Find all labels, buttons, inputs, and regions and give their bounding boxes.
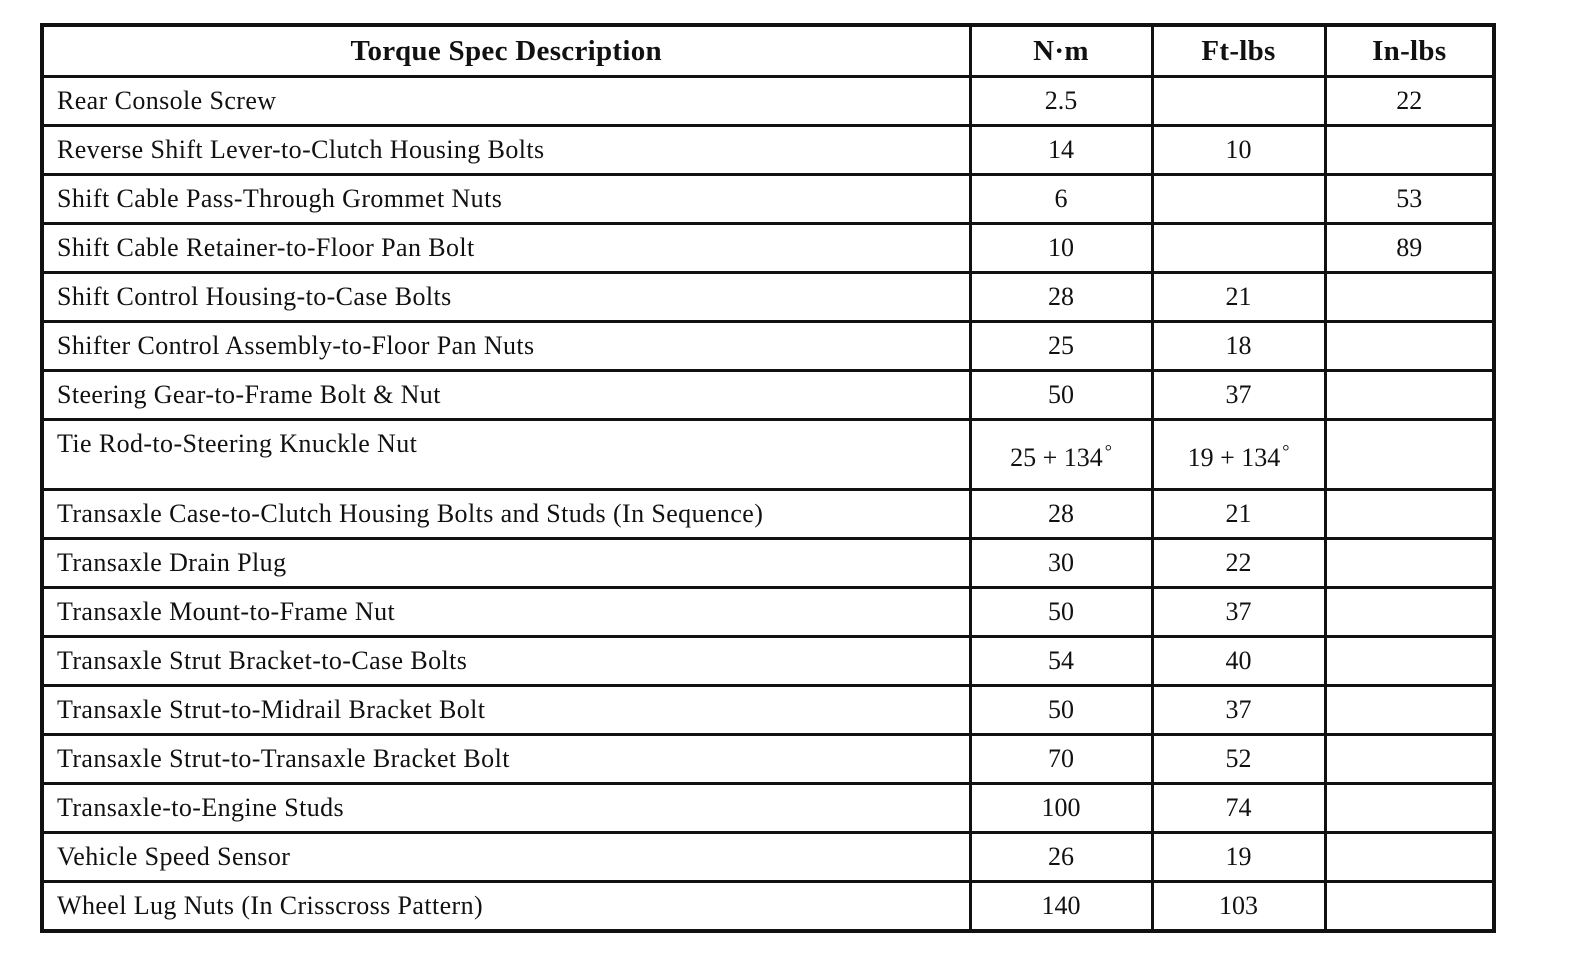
spec-inlbs xyxy=(1325,322,1494,371)
table-row xyxy=(42,224,1494,273)
spec-ftlbs: 37 xyxy=(1152,686,1325,735)
header-description: Torque Spec Description xyxy=(42,25,970,77)
spec-description: Steering Gear-to-Frame Bolt & Nut xyxy=(42,371,970,420)
spec-inlbs xyxy=(1325,735,1494,784)
spec-description: Shift Cable Pass-Through Grommet Nuts xyxy=(42,175,970,224)
spec-nm: 14 xyxy=(970,126,1152,175)
spec-ftlbs: 37 xyxy=(1152,588,1325,637)
spec-inlbs xyxy=(1325,882,1494,932)
spec-ftlbs: 103 xyxy=(1152,882,1325,932)
spec-inlbs xyxy=(1325,490,1494,539)
header-ftlbs: Ft-lbs xyxy=(1152,25,1325,77)
table-row xyxy=(42,420,1494,490)
spec-nm: 70 xyxy=(970,735,1152,784)
spec-nm: 50 xyxy=(970,686,1152,735)
spec-description: Transaxle Strut Bracket-to-Case Bolts xyxy=(42,637,970,686)
spec-nm: 26 xyxy=(970,833,1152,882)
table-row xyxy=(42,686,1494,735)
spec-nm: 28 xyxy=(970,490,1152,539)
table-row xyxy=(42,490,1494,539)
table-row xyxy=(42,273,1494,322)
spec-description: Rear Console Screw xyxy=(42,77,970,126)
spec-ftlbs: 21 xyxy=(1152,273,1325,322)
header-inlbs: In-lbs xyxy=(1325,25,1494,77)
table-row xyxy=(42,882,1494,932)
table-row xyxy=(42,126,1494,175)
torque-spec-table xyxy=(40,23,1496,933)
spec-description: Tie Rod-to-Steering Knuckle Nut xyxy=(42,420,970,490)
spec-description: Vehicle Speed Sensor xyxy=(42,833,970,882)
spec-description: Reverse Shift Lever-to-Clutch Housing Bolts xyxy=(42,126,970,175)
header-row xyxy=(42,25,1494,77)
table-row xyxy=(42,175,1494,224)
spec-description: Transaxle-to-Engine Studs xyxy=(42,784,970,833)
spec-ftlbs: 22 xyxy=(1152,539,1325,588)
spec-nm: 30 xyxy=(970,539,1152,588)
spec-inlbs xyxy=(1325,588,1494,637)
degree-symbol: ° xyxy=(1282,441,1290,461)
spec-inlbs xyxy=(1325,126,1494,175)
spec-ftlbs xyxy=(1152,175,1325,224)
spec-description: Transaxle Drain Plug xyxy=(42,539,970,588)
table-row xyxy=(42,322,1494,371)
spec-nm-value: 25 + 134 xyxy=(1010,443,1103,472)
table-row xyxy=(42,371,1494,420)
spec-nm: 50 xyxy=(970,588,1152,637)
spec-nm: 50 xyxy=(970,371,1152,420)
degree-symbol: ° xyxy=(1104,441,1112,461)
spec-nm: 10 xyxy=(970,224,1152,273)
spec-ftlbs xyxy=(1152,420,1325,490)
spec-nm: 2.5 xyxy=(970,77,1152,126)
spec-nm: 100 xyxy=(970,784,1152,833)
spec-description: Shift Control Housing-to-Case Bolts xyxy=(42,273,970,322)
header-nm: N·m xyxy=(970,25,1152,77)
spec-nm: 54 xyxy=(970,637,1152,686)
spec-ftlbs: 21 xyxy=(1152,490,1325,539)
spec-inlbs xyxy=(1325,686,1494,735)
spec-ftlbs xyxy=(1152,77,1325,126)
spec-description: Transaxle Strut-to-Transaxle Bracket Bolt xyxy=(42,735,970,784)
table-row xyxy=(42,77,1494,126)
spec-inlbs: 22 xyxy=(1325,77,1494,126)
spec-inlbs xyxy=(1325,273,1494,322)
spec-inlbs: 53 xyxy=(1325,175,1494,224)
spec-ftlbs: 19 xyxy=(1152,833,1325,882)
spec-nm: 6 xyxy=(970,175,1152,224)
table-row xyxy=(42,588,1494,637)
spec-description: Wheel Lug Nuts (In Crisscross Pattern) xyxy=(42,882,970,932)
spec-inlbs xyxy=(1325,420,1494,490)
spec-ftlbs-value: 19 + 134 xyxy=(1187,443,1281,472)
spec-nm xyxy=(970,420,1152,490)
spec-description: Shifter Control Assembly-to-Floor Pan Nuts xyxy=(42,322,970,371)
spec-ftlbs: 10 xyxy=(1152,126,1325,175)
table-row xyxy=(42,833,1494,882)
spec-nm: 140 xyxy=(970,882,1152,932)
spec-nm: 28 xyxy=(970,273,1152,322)
spec-ftlbs: 18 xyxy=(1152,322,1325,371)
spec-inlbs xyxy=(1325,784,1494,833)
spec-description: Transaxle Mount-to-Frame Nut xyxy=(42,588,970,637)
spec-description: Transaxle Case-to-Clutch Housing Bolts and Studs (In Sequence) xyxy=(42,490,970,539)
spec-inlbs xyxy=(1325,371,1494,420)
spec-ftlbs: 37 xyxy=(1152,371,1325,420)
spec-description: Transaxle Strut-to-Midrail Bracket Bolt xyxy=(42,686,970,735)
spec-ftlbs: 74 xyxy=(1152,784,1325,833)
spec-description: Shift Cable Retainer-to-Floor Pan Bolt xyxy=(42,224,970,273)
spec-inlbs xyxy=(1325,833,1494,882)
table-row xyxy=(42,784,1494,833)
spec-ftlbs: 52 xyxy=(1152,735,1325,784)
spec-ftlbs: 40 xyxy=(1152,637,1325,686)
spec-inlbs xyxy=(1325,539,1494,588)
spec-inlbs xyxy=(1325,637,1494,686)
table-row xyxy=(42,637,1494,686)
spec-inlbs: 89 xyxy=(1325,224,1494,273)
table-row xyxy=(42,735,1494,784)
spec-nm: 25 xyxy=(970,322,1152,371)
spec-ftlbs xyxy=(1152,224,1325,273)
table-row xyxy=(42,539,1494,588)
